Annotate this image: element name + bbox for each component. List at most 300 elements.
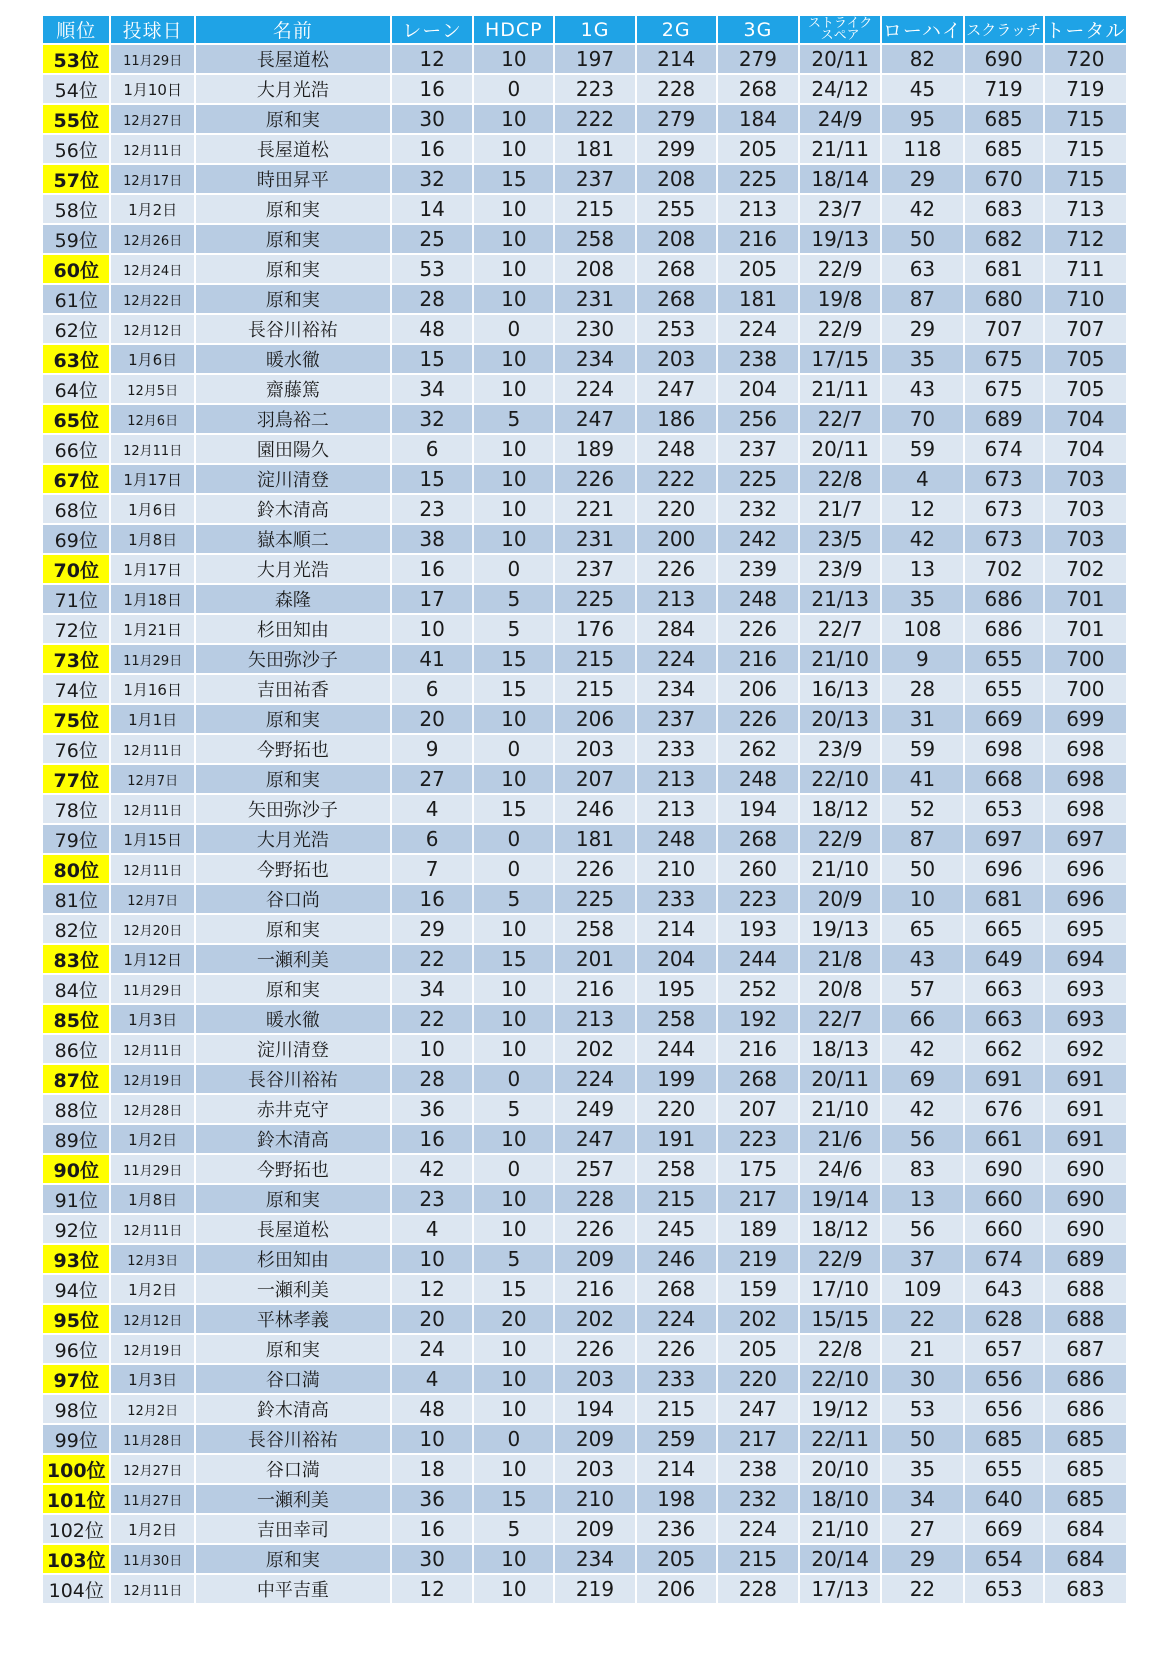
strike-spare-cell: 20/11 bbox=[799, 434, 881, 464]
scratch-cell: 665 bbox=[964, 914, 1044, 944]
game2-cell: 258 bbox=[636, 1154, 717, 1184]
game1-cell: 234 bbox=[554, 1544, 635, 1574]
game1-cell: 209 bbox=[554, 1244, 635, 1274]
strike-spare-cell: 22/10 bbox=[799, 1364, 881, 1394]
scratch-cell: 661 bbox=[964, 1124, 1044, 1154]
game3-cell: 268 bbox=[717, 824, 799, 854]
scratch-cell: 669 bbox=[964, 704, 1044, 734]
game3-cell: 216 bbox=[717, 1034, 799, 1064]
name-cell: 長谷川裕祐 bbox=[195, 1064, 391, 1094]
strike-spare-cell: 18/14 bbox=[799, 164, 881, 194]
name-cell: 原和実 bbox=[195, 1334, 391, 1364]
game1-cell: 219 bbox=[554, 1574, 635, 1604]
name-cell: 長屋道松 bbox=[195, 44, 391, 74]
total-cell: 707 bbox=[1044, 314, 1126, 344]
lane-cell: 16 bbox=[391, 134, 473, 164]
scratch-cell: 681 bbox=[964, 884, 1044, 914]
strike-spare-cell: 23/9 bbox=[799, 554, 881, 584]
hdcp-cell: 10 bbox=[473, 44, 554, 74]
low-high-cell: 87 bbox=[881, 284, 963, 314]
date-cell: 12月22日 bbox=[110, 284, 194, 314]
table-row bbox=[43, 644, 1126, 674]
game3-cell: 225 bbox=[717, 464, 799, 494]
lane-cell: 38 bbox=[391, 524, 473, 554]
hdcp-cell: 5 bbox=[473, 404, 554, 434]
low-high-cell: 109 bbox=[881, 1274, 963, 1304]
rank-cell: 84位 bbox=[43, 974, 110, 1004]
date-cell: 12月27日 bbox=[110, 104, 194, 134]
scratch-cell: 676 bbox=[964, 1094, 1044, 1124]
low-high-cell: 70 bbox=[881, 404, 963, 434]
rank-cell: 98位 bbox=[43, 1394, 110, 1424]
rank-cell: 69位 bbox=[43, 524, 110, 554]
scratch-cell: 690 bbox=[964, 1154, 1044, 1184]
low-high-cell: 50 bbox=[881, 1424, 963, 1454]
low-high-cell: 83 bbox=[881, 1154, 963, 1184]
game1-cell: 197 bbox=[554, 44, 635, 74]
game1-cell: 209 bbox=[554, 1424, 635, 1454]
hdcp-cell: 0 bbox=[473, 1154, 554, 1184]
hdcp-cell: 5 bbox=[473, 614, 554, 644]
game2-cell: 245 bbox=[636, 1214, 717, 1244]
total-cell: 705 bbox=[1044, 374, 1126, 404]
game2-cell: 299 bbox=[636, 134, 717, 164]
lane-cell: 16 bbox=[391, 1514, 473, 1544]
table-row bbox=[43, 1394, 1126, 1424]
date-cell: 1月2日 bbox=[110, 1274, 194, 1304]
total-cell: 700 bbox=[1044, 674, 1126, 704]
game3-cell: 223 bbox=[717, 1124, 799, 1154]
col-2g: 2G bbox=[636, 16, 717, 44]
total-cell: 697 bbox=[1044, 824, 1126, 854]
name-cell: 原和実 bbox=[195, 1544, 391, 1574]
table-row bbox=[43, 344, 1126, 374]
lane-cell: 42 bbox=[391, 1154, 473, 1184]
strike-spare-cell: 22/8 bbox=[799, 464, 881, 494]
game3-cell: 205 bbox=[717, 1334, 799, 1364]
date-cell: 1月6日 bbox=[110, 494, 194, 524]
table-row bbox=[43, 1214, 1126, 1244]
col-total: トータル bbox=[1044, 16, 1126, 44]
lane-cell: 10 bbox=[391, 614, 473, 644]
game1-cell: 181 bbox=[554, 134, 635, 164]
name-cell: 原和実 bbox=[195, 764, 391, 794]
game2-cell: 248 bbox=[636, 824, 717, 854]
low-high-cell: 34 bbox=[881, 1484, 963, 1514]
strike-spare-cell: 21/13 bbox=[799, 584, 881, 614]
strike-spare-cell: 22/7 bbox=[799, 1004, 881, 1034]
game1-cell: 228 bbox=[554, 1184, 635, 1214]
date-cell: 12月11日 bbox=[110, 1574, 194, 1604]
lane-cell: 36 bbox=[391, 1094, 473, 1124]
total-cell: 693 bbox=[1044, 1004, 1126, 1034]
game3-cell: 228 bbox=[717, 1574, 799, 1604]
rank-cell: 80位 bbox=[43, 854, 110, 884]
name-cell: 長谷川裕祐 bbox=[195, 1424, 391, 1454]
name-cell: 長屋道松 bbox=[195, 1214, 391, 1244]
game1-cell: 203 bbox=[554, 1364, 635, 1394]
table-row bbox=[43, 704, 1126, 734]
rank-cell: 61位 bbox=[43, 284, 110, 314]
low-high-cell: 53 bbox=[881, 1394, 963, 1424]
lane-cell: 30 bbox=[391, 1544, 473, 1574]
game3-cell: 238 bbox=[717, 1454, 799, 1484]
scratch-cell: 690 bbox=[964, 44, 1044, 74]
low-high-cell: 42 bbox=[881, 1034, 963, 1064]
game1-cell: 201 bbox=[554, 944, 635, 974]
game3-cell: 244 bbox=[717, 944, 799, 974]
table-row bbox=[43, 524, 1126, 554]
game3-cell: 237 bbox=[717, 434, 799, 464]
name-cell: 谷口満 bbox=[195, 1364, 391, 1394]
name-cell: 大月光浩 bbox=[195, 74, 391, 104]
game1-cell: 246 bbox=[554, 794, 635, 824]
game1-cell: 176 bbox=[554, 614, 635, 644]
rank-cell: 88位 bbox=[43, 1094, 110, 1124]
game2-cell: 244 bbox=[636, 1034, 717, 1064]
scratch-cell: 689 bbox=[964, 404, 1044, 434]
game2-cell: 268 bbox=[636, 284, 717, 314]
total-cell: 703 bbox=[1044, 464, 1126, 494]
hdcp-cell: 20 bbox=[473, 1304, 554, 1334]
low-high-cell: 41 bbox=[881, 764, 963, 794]
game1-cell: 207 bbox=[554, 764, 635, 794]
game1-cell: 215 bbox=[554, 194, 635, 224]
game2-cell: 208 bbox=[636, 164, 717, 194]
lane-cell: 22 bbox=[391, 944, 473, 974]
table-row bbox=[43, 164, 1126, 194]
game3-cell: 226 bbox=[717, 704, 799, 734]
total-cell: 696 bbox=[1044, 884, 1126, 914]
rank-cell: 55位 bbox=[43, 104, 110, 134]
strike-spare-cell: 20/10 bbox=[799, 1454, 881, 1484]
rank-cell: 57位 bbox=[43, 164, 110, 194]
strike-spare-cell: 23/7 bbox=[799, 194, 881, 224]
game3-cell: 217 bbox=[717, 1424, 799, 1454]
lane-cell: 41 bbox=[391, 644, 473, 674]
scratch-cell: 655 bbox=[964, 1454, 1044, 1484]
hdcp-cell: 15 bbox=[473, 164, 554, 194]
game2-cell: 226 bbox=[636, 554, 717, 584]
name-cell: 矢田弥沙子 bbox=[195, 794, 391, 824]
lane-cell: 32 bbox=[391, 404, 473, 434]
hdcp-cell: 10 bbox=[473, 1214, 554, 1244]
game3-cell: 220 bbox=[717, 1364, 799, 1394]
game3-cell: 238 bbox=[717, 344, 799, 374]
table-row bbox=[43, 1364, 1126, 1394]
game2-cell: 224 bbox=[636, 644, 717, 674]
scratch-cell: 653 bbox=[964, 1574, 1044, 1604]
hdcp-cell: 15 bbox=[473, 1484, 554, 1514]
game2-cell: 228 bbox=[636, 74, 717, 104]
strike-spare-cell: 21/10 bbox=[799, 1094, 881, 1124]
low-high-cell: 21 bbox=[881, 1334, 963, 1364]
table-row bbox=[43, 1184, 1126, 1214]
scratch-cell: 682 bbox=[964, 224, 1044, 254]
game1-cell: 249 bbox=[554, 1094, 635, 1124]
date-cell: 12月11日 bbox=[110, 434, 194, 464]
date-cell: 1月1日 bbox=[110, 704, 194, 734]
hdcp-cell: 0 bbox=[473, 1424, 554, 1454]
scratch-cell: 685 bbox=[964, 104, 1044, 134]
rank-cell: 74位 bbox=[43, 674, 110, 704]
game3-cell: 204 bbox=[717, 374, 799, 404]
header-row bbox=[43, 16, 1126, 44]
total-cell: 690 bbox=[1044, 1184, 1126, 1214]
scratch-cell: 655 bbox=[964, 644, 1044, 674]
lane-cell: 6 bbox=[391, 434, 473, 464]
lane-cell: 10 bbox=[391, 1424, 473, 1454]
hdcp-cell: 10 bbox=[473, 704, 554, 734]
lane-cell: 20 bbox=[391, 1304, 473, 1334]
rank-cell: 71位 bbox=[43, 584, 110, 614]
rank-cell: 90位 bbox=[43, 1154, 110, 1184]
strike-spare-cell: 20/11 bbox=[799, 1064, 881, 1094]
total-cell: 685 bbox=[1044, 1454, 1126, 1484]
total-cell: 695 bbox=[1044, 914, 1126, 944]
low-high-cell: 59 bbox=[881, 734, 963, 764]
date-cell: 12月11日 bbox=[110, 734, 194, 764]
game3-cell: 279 bbox=[717, 44, 799, 74]
scratch-cell: 670 bbox=[964, 164, 1044, 194]
ranking-table bbox=[43, 16, 1126, 1605]
rank-cell: 72位 bbox=[43, 614, 110, 644]
low-high-cell: 65 bbox=[881, 914, 963, 944]
total-cell: 698 bbox=[1044, 794, 1126, 824]
game2-cell: 214 bbox=[636, 44, 717, 74]
scratch-cell: 675 bbox=[964, 344, 1044, 374]
table-row bbox=[43, 1094, 1126, 1124]
date-cell: 12月11日 bbox=[110, 134, 194, 164]
table-row bbox=[43, 1124, 1126, 1154]
table-row bbox=[43, 104, 1126, 134]
game1-cell: 216 bbox=[554, 1274, 635, 1304]
total-cell: 702 bbox=[1044, 554, 1126, 584]
game1-cell: 206 bbox=[554, 704, 635, 734]
game2-cell: 195 bbox=[636, 974, 717, 1004]
hdcp-cell: 10 bbox=[473, 494, 554, 524]
date-cell: 11月27日 bbox=[110, 1484, 194, 1514]
total-cell: 690 bbox=[1044, 1154, 1126, 1184]
name-cell: 淀川清登 bbox=[195, 464, 391, 494]
hdcp-cell: 10 bbox=[473, 1124, 554, 1154]
game2-cell: 246 bbox=[636, 1244, 717, 1274]
scratch-cell: 673 bbox=[964, 494, 1044, 524]
scratch-cell: 674 bbox=[964, 1244, 1044, 1274]
scratch-cell: 680 bbox=[964, 284, 1044, 314]
date-cell: 1月2日 bbox=[110, 194, 194, 224]
rank-cell: 93位 bbox=[43, 1244, 110, 1274]
total-cell: 692 bbox=[1044, 1034, 1126, 1064]
strike-spare-cell: 18/13 bbox=[799, 1034, 881, 1064]
date-cell: 12月11日 bbox=[110, 854, 194, 884]
hdcp-cell: 10 bbox=[473, 914, 554, 944]
lane-cell: 10 bbox=[391, 1244, 473, 1274]
rank-cell: 104位 bbox=[43, 1574, 110, 1604]
table-row bbox=[43, 284, 1126, 314]
scratch-cell: 696 bbox=[964, 854, 1044, 884]
hdcp-cell: 15 bbox=[473, 794, 554, 824]
total-cell: 690 bbox=[1044, 1214, 1126, 1244]
scratch-cell: 686 bbox=[964, 614, 1044, 644]
scratch-cell: 649 bbox=[964, 944, 1044, 974]
low-high-cell: 13 bbox=[881, 554, 963, 584]
date-cell: 11月29日 bbox=[110, 974, 194, 1004]
ranking-sheet bbox=[43, 16, 1126, 1605]
scratch-cell: 673 bbox=[964, 524, 1044, 554]
name-cell: 吉田幸司 bbox=[195, 1514, 391, 1544]
lane-cell: 36 bbox=[391, 1484, 473, 1514]
scratch-cell: 657 bbox=[964, 1334, 1044, 1364]
lane-cell: 53 bbox=[391, 254, 473, 284]
total-cell: 694 bbox=[1044, 944, 1126, 974]
hdcp-cell: 10 bbox=[473, 1034, 554, 1064]
scratch-cell: 662 bbox=[964, 1034, 1044, 1064]
name-cell: 原和実 bbox=[195, 284, 391, 314]
date-cell: 1月8日 bbox=[110, 1184, 194, 1214]
strike-spare-cell: 19/14 bbox=[799, 1184, 881, 1214]
total-cell: 698 bbox=[1044, 734, 1126, 764]
hdcp-cell: 10 bbox=[473, 764, 554, 794]
strike-spare-cell: 17/10 bbox=[799, 1274, 881, 1304]
scratch-cell: 707 bbox=[964, 314, 1044, 344]
rank-cell: 64位 bbox=[43, 374, 110, 404]
game1-cell: 225 bbox=[554, 884, 635, 914]
lane-cell: 4 bbox=[391, 1214, 473, 1244]
game2-cell: 220 bbox=[636, 494, 717, 524]
game3-cell: 206 bbox=[717, 674, 799, 704]
date-cell: 1月15日 bbox=[110, 824, 194, 854]
date-cell: 1月12日 bbox=[110, 944, 194, 974]
hdcp-cell: 10 bbox=[473, 434, 554, 464]
hdcp-cell: 0 bbox=[473, 314, 554, 344]
game3-cell: 217 bbox=[717, 1184, 799, 1214]
low-high-cell: 22 bbox=[881, 1304, 963, 1334]
lane-cell: 27 bbox=[391, 764, 473, 794]
table-row bbox=[43, 1304, 1126, 1334]
table-row bbox=[43, 914, 1126, 944]
date-cell: 12月7日 bbox=[110, 884, 194, 914]
rank-cell: 58位 bbox=[43, 194, 110, 224]
table-row bbox=[43, 74, 1126, 104]
table-row bbox=[43, 1004, 1126, 1034]
game3-cell: 175 bbox=[717, 1154, 799, 1184]
lane-cell: 10 bbox=[391, 1034, 473, 1064]
total-cell: 704 bbox=[1044, 434, 1126, 464]
name-cell: 暖水徹 bbox=[195, 344, 391, 374]
name-cell: 一瀬利美 bbox=[195, 1484, 391, 1514]
game2-cell: 198 bbox=[636, 1484, 717, 1514]
scratch-cell: 663 bbox=[964, 974, 1044, 1004]
hdcp-cell: 0 bbox=[473, 734, 554, 764]
game1-cell: 237 bbox=[554, 164, 635, 194]
lane-cell: 16 bbox=[391, 1124, 473, 1154]
low-high-cell: 118 bbox=[881, 134, 963, 164]
table-row bbox=[43, 1154, 1126, 1184]
strike-spare-cell: 17/13 bbox=[799, 1574, 881, 1604]
game1-cell: 209 bbox=[554, 1514, 635, 1544]
hdcp-cell: 15 bbox=[473, 944, 554, 974]
game1-cell: 222 bbox=[554, 104, 635, 134]
date-cell: 12月11日 bbox=[110, 1034, 194, 1064]
rank-cell: 91位 bbox=[43, 1184, 110, 1214]
strike-spare-cell: 21/10 bbox=[799, 644, 881, 674]
scratch-cell: 698 bbox=[964, 734, 1044, 764]
table-row bbox=[43, 764, 1126, 794]
table-row bbox=[43, 674, 1126, 704]
hdcp-cell: 0 bbox=[473, 824, 554, 854]
name-cell: 杉田知由 bbox=[195, 614, 391, 644]
game1-cell: 225 bbox=[554, 584, 635, 614]
name-cell: 鈴木清高 bbox=[195, 1394, 391, 1424]
low-high-cell: 52 bbox=[881, 794, 963, 824]
lane-cell: 29 bbox=[391, 914, 473, 944]
low-high-cell: 57 bbox=[881, 974, 963, 1004]
game2-cell: 268 bbox=[636, 254, 717, 284]
lane-cell: 48 bbox=[391, 314, 473, 344]
total-cell: 703 bbox=[1044, 524, 1126, 554]
game1-cell: 189 bbox=[554, 434, 635, 464]
total-cell: 689 bbox=[1044, 1244, 1126, 1274]
total-cell: 691 bbox=[1044, 1124, 1126, 1154]
hdcp-cell: 10 bbox=[473, 1364, 554, 1394]
name-cell: 長屋道松 bbox=[195, 134, 391, 164]
hdcp-cell: 0 bbox=[473, 1064, 554, 1094]
name-cell: 杉田知由 bbox=[195, 1244, 391, 1274]
game2-cell: 284 bbox=[636, 614, 717, 644]
lane-cell: 15 bbox=[391, 464, 473, 494]
hdcp-cell: 10 bbox=[473, 1334, 554, 1364]
game2-cell: 206 bbox=[636, 1574, 717, 1604]
rank-cell: 102位 bbox=[43, 1514, 110, 1544]
game3-cell: 232 bbox=[717, 1484, 799, 1514]
game2-cell: 191 bbox=[636, 1124, 717, 1154]
rank-cell: 79位 bbox=[43, 824, 110, 854]
table-row bbox=[43, 44, 1126, 74]
name-cell: 鈴木清高 bbox=[195, 494, 391, 524]
date-cell: 11月29日 bbox=[110, 1154, 194, 1184]
lane-cell: 4 bbox=[391, 794, 473, 824]
scratch-cell: 653 bbox=[964, 794, 1044, 824]
strike-spare-cell: 19/12 bbox=[799, 1394, 881, 1424]
game2-cell: 215 bbox=[636, 1394, 717, 1424]
game2-cell: 203 bbox=[636, 344, 717, 374]
strike-spare-cell: 18/10 bbox=[799, 1484, 881, 1514]
total-cell: 684 bbox=[1044, 1514, 1126, 1544]
strike-spare-cell: 22/9 bbox=[799, 824, 881, 854]
strike-spare-cell: 22/9 bbox=[799, 254, 881, 284]
name-cell: 原和実 bbox=[195, 104, 391, 134]
strike-spare-cell: 21/10 bbox=[799, 854, 881, 884]
low-high-cell: 43 bbox=[881, 374, 963, 404]
low-high-cell: 9 bbox=[881, 644, 963, 674]
lane-cell: 34 bbox=[391, 374, 473, 404]
date-cell: 12月5日 bbox=[110, 374, 194, 404]
date-cell: 12月2日 bbox=[110, 1394, 194, 1424]
total-cell: 683 bbox=[1044, 1574, 1126, 1604]
game2-cell: 247 bbox=[636, 374, 717, 404]
scratch-cell: 681 bbox=[964, 254, 1044, 284]
game3-cell: 232 bbox=[717, 494, 799, 524]
total-cell: 715 bbox=[1044, 134, 1126, 164]
low-high-cell: 42 bbox=[881, 524, 963, 554]
name-cell: 鈴木清高 bbox=[195, 1124, 391, 1154]
game1-cell: 223 bbox=[554, 74, 635, 104]
strike-spare-cell: 21/10 bbox=[799, 1514, 881, 1544]
hdcp-cell: 5 bbox=[473, 1514, 554, 1544]
game1-cell: 208 bbox=[554, 254, 635, 284]
lane-cell: 23 bbox=[391, 494, 473, 524]
